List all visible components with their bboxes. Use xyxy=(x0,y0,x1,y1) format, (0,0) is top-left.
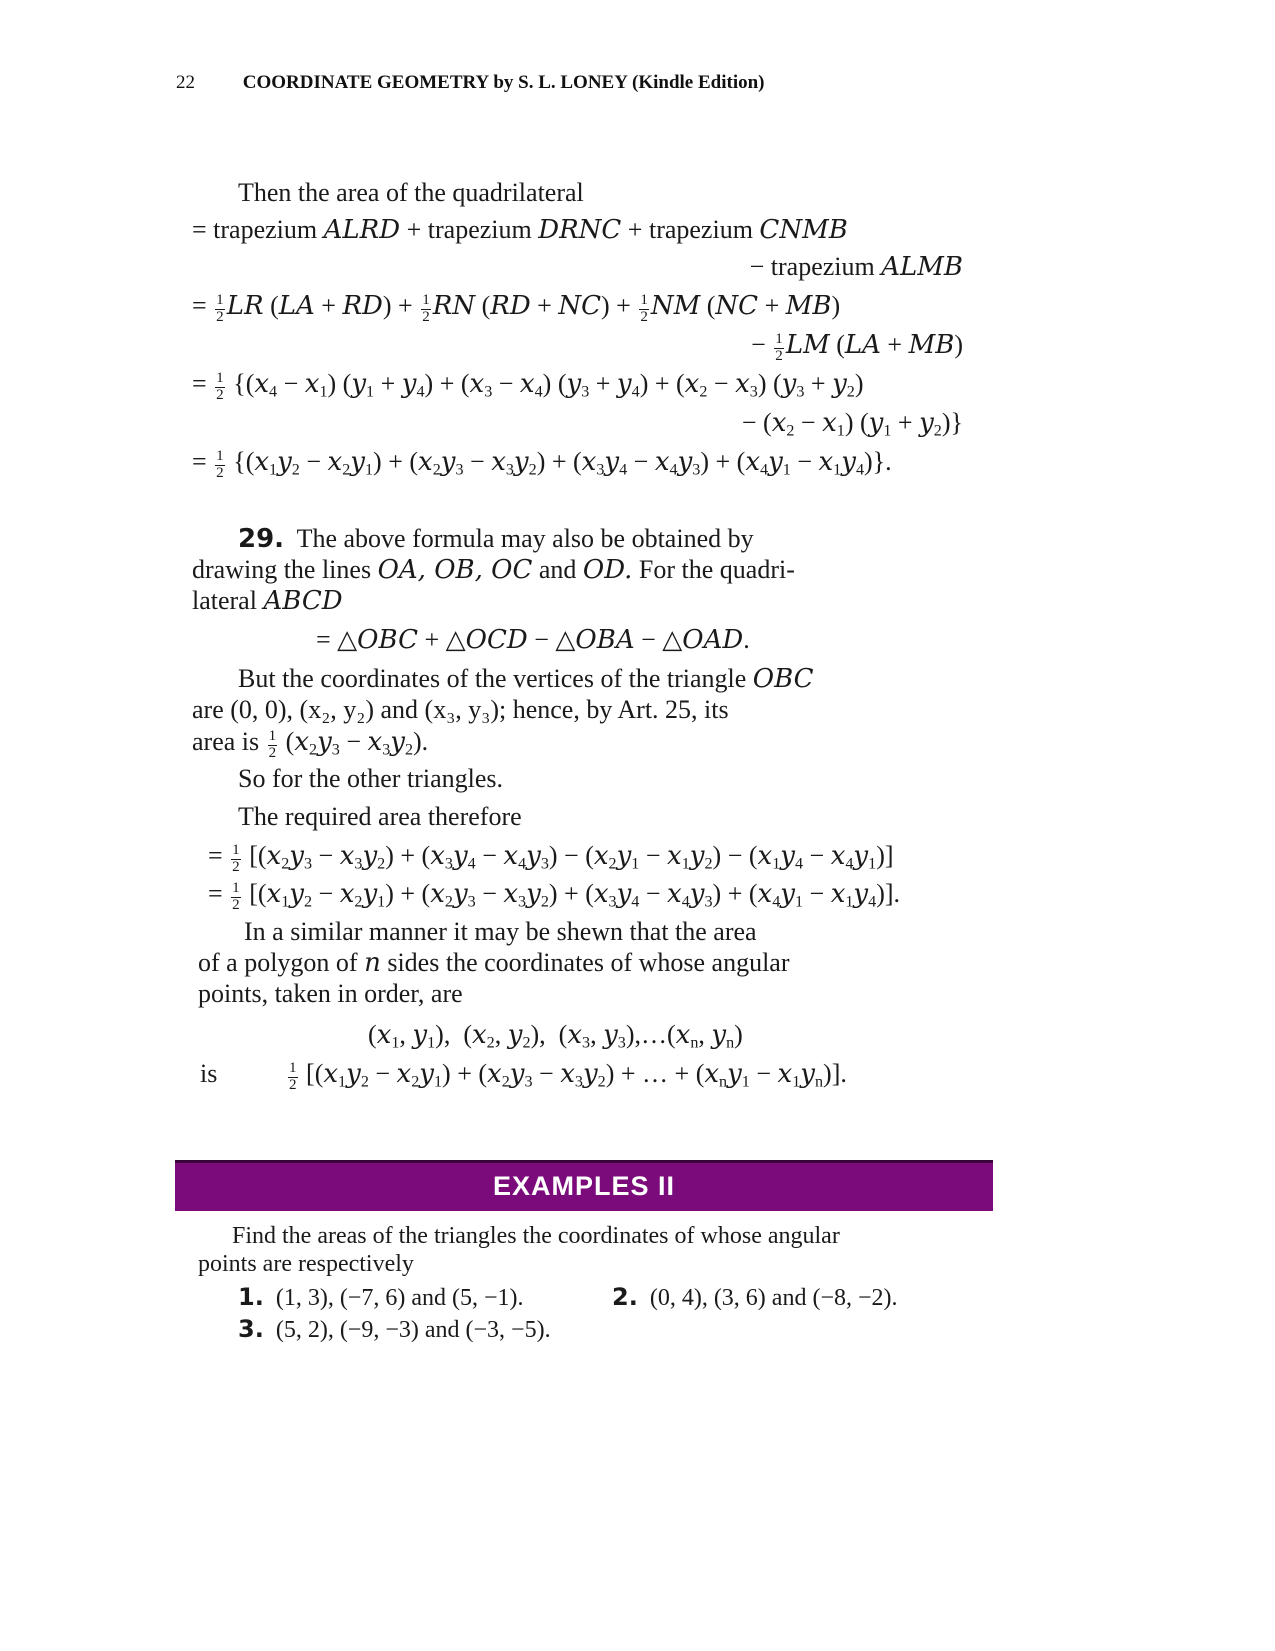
article-number: 29. xyxy=(238,524,285,554)
art29-p5-line-3: points, taken in order, are xyxy=(198,979,463,1008)
example-text: (0, 4), (3, 6) and (−8, −2). xyxy=(649,1285,898,1311)
required-area-line-2: = $\frac{1}{2}$ $[(x_1y_2 - x_2y_1) + (x_2y_3 - x_3y_2) + (x_3y_4 - x_4y_3) + (x_4y_1 - x_1y_4)]$. xyxy=(208,879,901,913)
art29-line-1: 29. The above formula may also be obtained by xyxy=(238,524,754,554)
polygon-area-label: is xyxy=(200,1059,218,1088)
art29-p3: So for the other triangles. xyxy=(238,764,503,793)
examples-heading: EXAMPLES II xyxy=(492,1171,676,1201)
polygon-area-formula: $\frac{1}{2}$ [$(x_1y_2 - x_2y_1) + (x_2y_3 - x_3y_2)$ + … + $(x_ny_1 - x_1y_n)$]. xyxy=(289,1059,847,1093)
art29-p2-line-2: are (0, 0), (x₂, y₂) and (x₃, y₃); hence, by Art. 25, its xyxy=(192,695,729,724)
derivation-line-6: − $(x_2 - x_1) (y_1 + y_2)$} xyxy=(741,408,963,440)
art29-p4: The required area therefore xyxy=(238,802,522,831)
art29-line-3: lateral ABCD xyxy=(192,586,343,616)
example-item-3 xyxy=(238,1315,551,1344)
triangle-equation: = △OBC + △OCD − △OBA − △OAD. xyxy=(316,625,750,655)
art29-p5-line-2: of a polygon of n sides the coordinates of whose angular xyxy=(198,948,790,978)
derivation-line-7: = $\frac{1}{2}$ $\{(x_1y_2 - x_2y_1) + (x_2y_3 - x_3y_2) + (x_3y_4 - x_4y_3) + (x_4y_1 - x_1y_4)\}$. xyxy=(192,447,892,481)
page-header xyxy=(176,72,765,94)
polygon-vertices: ($x_1$, $y_1$), ($x_2$, $y_2$), ($x_3$, $y_3),\dots(x_n$, $y_n$) xyxy=(368,1020,743,1052)
derivation-line-5: = $\frac{1}{2}$ {$(x_4 - x_1) (y_1 + y_4) + (x_3 - x_4) (y_3 + y_4) + (x_2 - x_3) (y_3 + y_2)$ xyxy=(192,369,864,403)
examples-intro-line-1: Find the areas of the triangles the coordinates of whose angular xyxy=(232,1223,840,1249)
example-item-1 xyxy=(238,1283,524,1312)
example-number: 2. xyxy=(612,1283,638,1311)
art29-p5-line-1: In a similar manner it may be shewn that the area xyxy=(244,917,757,946)
art29-line-2: drawing the lines OA, OB, OC and OD. For the quadri- xyxy=(192,555,795,585)
derivation-intro: Then the area of the quadrilateral xyxy=(238,178,584,207)
page-number: 22 xyxy=(176,72,195,93)
example-number: 3. xyxy=(238,1315,264,1343)
derivation-line-2: − trapezium ALMB xyxy=(749,252,963,282)
examples-intro-line-2: points are respectively xyxy=(198,1251,414,1277)
example-text: (5, 2), (−9, −3) and (−3, −5). xyxy=(275,1317,551,1343)
example-number: 1. xyxy=(238,1283,264,1311)
book-title: COORDINATE GEOMETRY by S. L. LONEY (Kindle Edition) xyxy=(242,72,765,93)
art29-p2-line-1: But the coordinates of the vertices of the triangle OBC xyxy=(238,664,814,694)
art29-p2-line-3: area is $\frac{1}{2}$ $(x_2y_3 - x_3y_2)$. xyxy=(192,727,429,761)
derivation-line-1: = trapezium ALRD + trapezium DRNC + trapezium CNMB xyxy=(192,215,848,245)
derivation-line-3: = $\frac{1}{2}$ LR (LA + RD) + $\frac{1}{2}$ RN (RD + NC) + $\frac{1}{2}$ NM (NC + MB) xyxy=(192,291,841,325)
example-item-2 xyxy=(612,1283,898,1312)
example-text: (1, 3), (−7, 6) and (5, −1). xyxy=(275,1285,524,1311)
derivation-line-4: − $\frac{1}{2}$ LM (LA + MB) xyxy=(751,330,963,364)
examples-banner xyxy=(175,1160,993,1211)
required-area-line-1: = $\frac{1}{2}$ $[(x_2y_3 - x_3y_2) + (x_3y_4 - x_4y_3) - (x_2y_1 - x_1y_2) - (x_1y_4 - x_4y_1)]$ xyxy=(208,841,894,875)
